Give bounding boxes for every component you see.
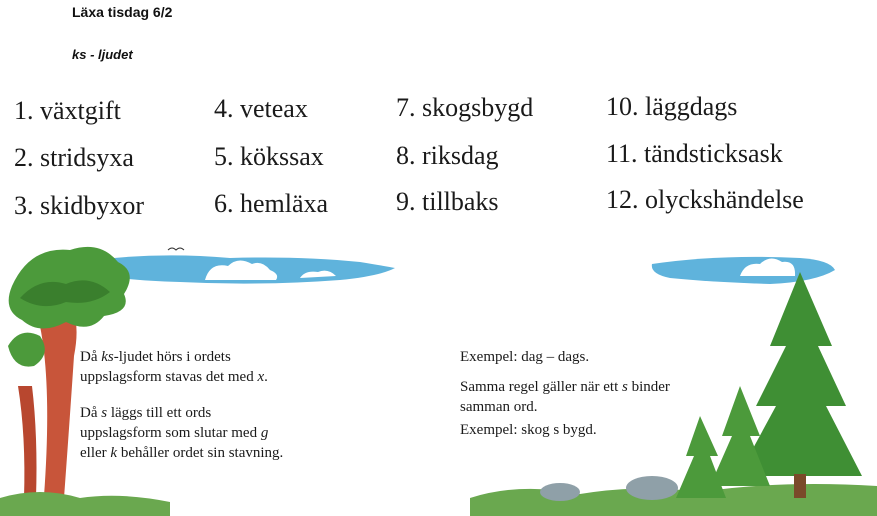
rule-emphasis: s	[101, 405, 108, 421]
rule-text-3-line2: samman ord.	[460, 399, 538, 415]
word-item	[396, 141, 499, 171]
rule-emphasis: g	[260, 425, 269, 441]
word-text: riksdag	[422, 141, 499, 170]
rule-emphasis: x	[257, 369, 265, 385]
word-number: 12.	[606, 185, 639, 214]
spruce-tree	[738, 272, 862, 476]
rule-text-3: Samma regel gäller när ett s binder	[460, 379, 670, 395]
word-item	[214, 189, 328, 219]
word-text: stridsyxa	[40, 143, 134, 172]
word-text: tillbaks	[422, 187, 499, 216]
word-text: tändsticksask	[644, 139, 783, 168]
tree-trunk-secondary	[18, 386, 37, 498]
rule-text-1-line2: uppslagsform stavas det med x.	[80, 369, 268, 385]
word-item	[14, 143, 134, 173]
word-item	[214, 142, 324, 172]
word-text: hemläxa	[240, 189, 329, 218]
word-number: 6.	[214, 189, 234, 218]
rule-emphasis: k	[110, 445, 118, 461]
word-text: olyckshändelse	[645, 185, 804, 214]
word-text: kökssax	[240, 142, 324, 171]
rule-emphasis: s	[622, 379, 628, 395]
word-number: 2.	[14, 143, 34, 172]
spruce-trunk	[794, 474, 806, 498]
rule-text-2-line3: eller k behåller ordet sin stavning.	[80, 445, 284, 461]
word-item	[396, 93, 533, 123]
word-item	[606, 139, 783, 169]
word-number: 1.	[14, 96, 34, 125]
rock	[626, 476, 678, 500]
tree-trunk	[40, 306, 77, 498]
grass-left	[0, 492, 170, 516]
word-item	[606, 92, 737, 122]
word-text: växtgift	[40, 96, 121, 125]
rock	[540, 483, 580, 501]
rule-emphasis: ks	[101, 349, 114, 365]
homework-subtitle: ks - ljudet	[72, 47, 133, 62]
word-number: 9.	[396, 187, 416, 216]
word-item	[214, 94, 308, 124]
word-number: 10.	[606, 92, 639, 121]
rule-text-1: Då ks-ljudet hörs i ordets	[80, 349, 231, 365]
word-number: 4.	[214, 94, 234, 123]
rule-text-2: Då s läggs till ett ords	[80, 405, 212, 421]
word-number: 5.	[214, 142, 234, 171]
spruce-tree-small	[676, 416, 726, 498]
word-number: 7.	[396, 93, 416, 122]
word-item	[14, 96, 121, 126]
word-item	[606, 185, 804, 215]
word-text: skidbyxor	[40, 191, 144, 220]
word-text: veteax	[240, 94, 308, 123]
word-text: skogsbygd	[422, 93, 534, 122]
word-number: 3.	[14, 191, 34, 220]
word-list	[0, 0, 877, 230]
example-text-1: Exempel: dag – dags.	[460, 349, 590, 365]
rule-text-2-line2: uppslagsform som slutar med g	[80, 425, 269, 441]
homework-title: Läxa tisdag 6/2	[72, 4, 173, 20]
bird	[168, 248, 184, 250]
word-item	[396, 187, 499, 217]
word-number: 11.	[606, 139, 638, 168]
tree-foliage-lower	[8, 333, 45, 367]
word-item	[14, 191, 144, 221]
word-number: 8.	[396, 141, 416, 170]
example-text-2: Exempel: skog s bygd.	[460, 422, 597, 438]
word-text: läggdags	[645, 92, 738, 121]
